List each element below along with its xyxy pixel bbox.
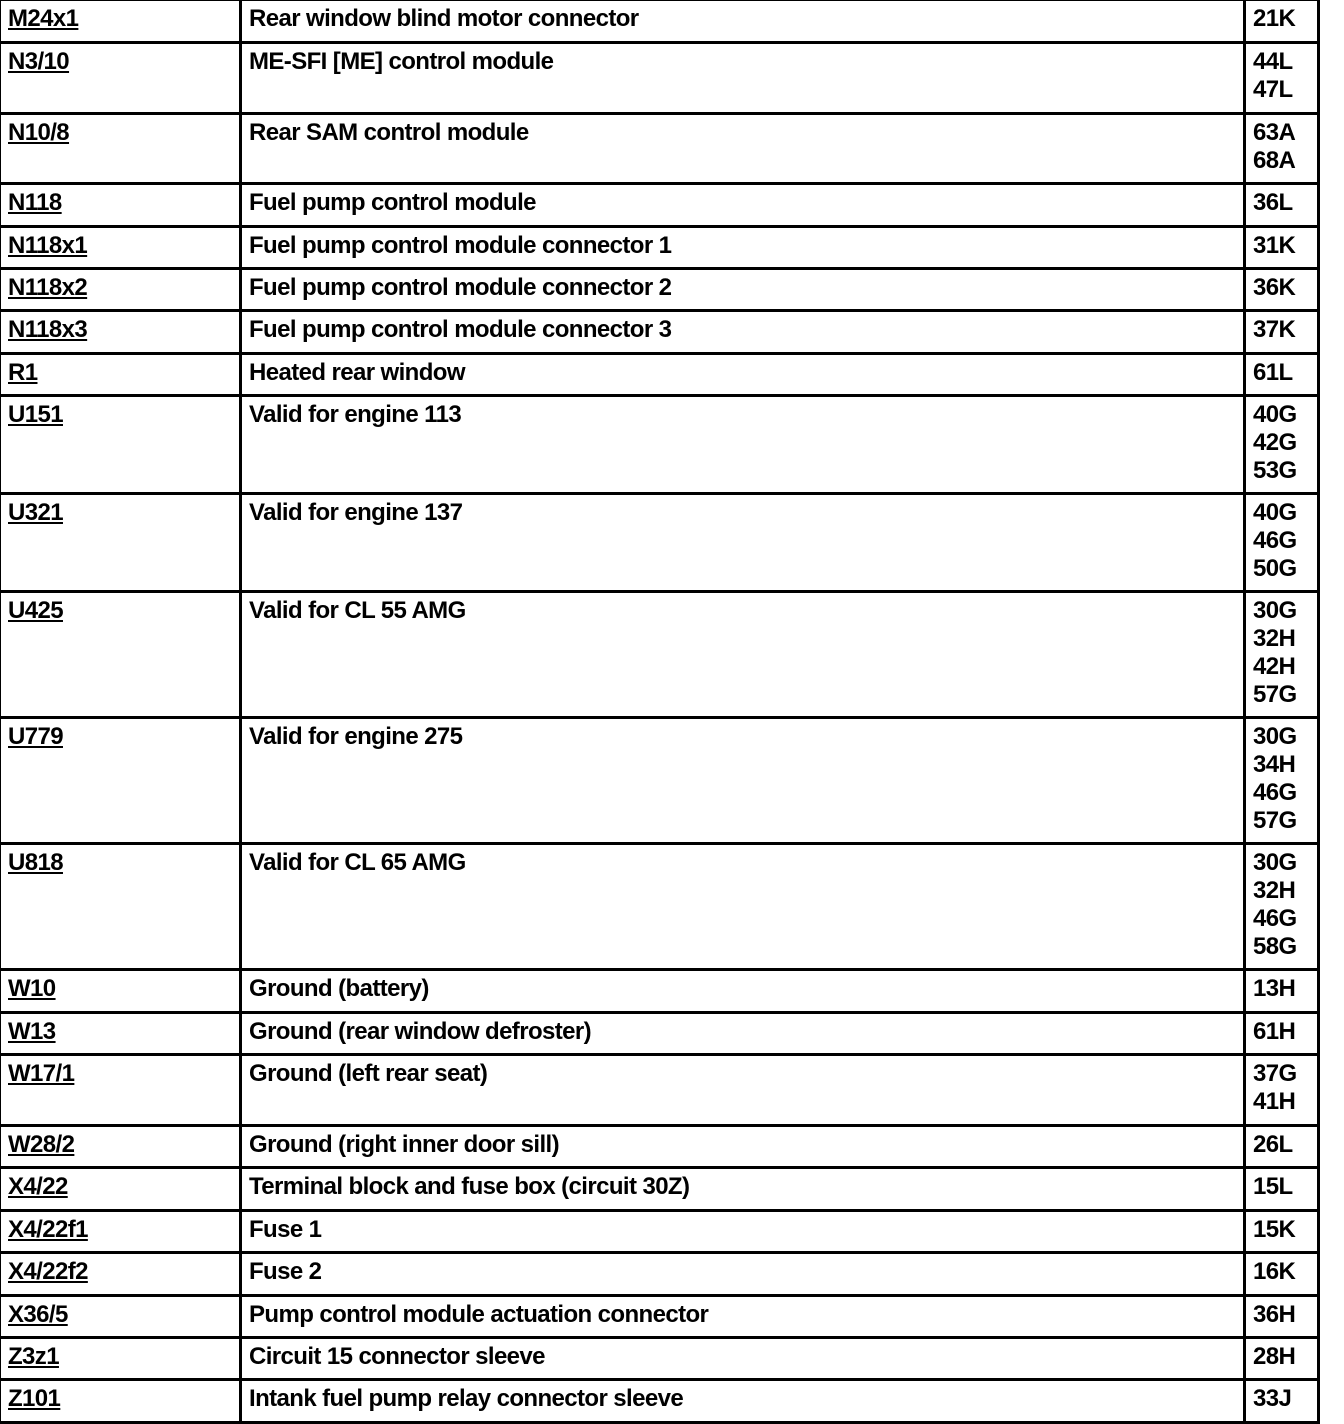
grid-location-cell	[1245, 1013, 1319, 1055]
grid-location: 37K	[1253, 316, 1296, 343]
grid-location: 15K	[1253, 1216, 1296, 1243]
component-description: Valid for CL 65 AMG	[241, 844, 1245, 970]
component-description: Ground (left rear seat)	[241, 1055, 1245, 1126]
table-row	[1, 114, 1319, 184]
component-code-link[interactable]: Z3z1	[8, 1343, 59, 1370]
table-row	[1, 970, 1319, 1013]
grid-location: 46G	[1253, 527, 1297, 554]
grid-location: 31K	[1253, 232, 1296, 259]
component-description: Ground (right inner door sill)	[241, 1126, 1245, 1168]
component-description: Valid for engine 113	[241, 396, 1245, 494]
component-description: Circuit 15 connector sleeve	[241, 1338, 1245, 1380]
grid-location-cell	[1245, 1338, 1319, 1380]
component-code-link[interactable]: R1	[8, 359, 38, 386]
component-code-link[interactable]: N118	[8, 189, 62, 216]
grid-location-cell	[1245, 592, 1319, 718]
component-code-link[interactable]: W13	[8, 1018, 56, 1045]
grid-location: 36L	[1253, 189, 1293, 216]
component-description: Rear window blind motor connector	[241, 1, 1245, 43]
grid-location: 63A	[1253, 119, 1296, 146]
table-row	[1, 1055, 1319, 1126]
grid-location: 34H	[1253, 751, 1296, 778]
component-code-link[interactable]: U818	[8, 849, 63, 876]
component-code-link[interactable]: W10	[8, 975, 56, 1002]
grid-location-cell	[1245, 227, 1319, 269]
component-description: Intank fuel pump relay connector sleeve	[241, 1380, 1245, 1423]
table-row	[1, 43, 1319, 114]
grid-location: 30G	[1253, 849, 1297, 876]
component-description: Fuel pump control module connector 3	[241, 311, 1245, 354]
grid-location: 21K	[1253, 5, 1296, 32]
component-code-cell	[1, 396, 241, 494]
table-row	[1, 1380, 1319, 1423]
grid-location-cell	[1245, 1253, 1319, 1296]
component-code-link[interactable]: X36/5	[8, 1301, 68, 1328]
grid-location-cell	[1245, 43, 1319, 114]
component-description: ME-SFI [ME] control module	[241, 43, 1245, 114]
grid-location-cell	[1245, 311, 1319, 354]
grid-location: 36H	[1253, 1301, 1296, 1328]
component-description: Terminal block and fuse box (circuit 30Z)	[241, 1168, 1245, 1211]
grid-location-cell	[1245, 354, 1319, 396]
grid-location: 42H	[1253, 653, 1296, 680]
component-code-cell	[1, 1296, 241, 1338]
component-code-link[interactable]: U779	[8, 723, 63, 750]
component-code-cell	[1, 43, 241, 114]
component-code-cell	[1, 184, 241, 227]
component-description: Ground (rear window defroster)	[241, 1013, 1245, 1055]
component-code-link[interactable]: U321	[8, 499, 63, 526]
grid-location: 32H	[1253, 625, 1296, 652]
grid-location: 40G	[1253, 499, 1297, 526]
component-code-link[interactable]: M24x1	[8, 5, 79, 32]
component-code-link[interactable]: X4/22	[8, 1173, 68, 1200]
component-code-link[interactable]: Z101	[8, 1385, 61, 1412]
grid-location: 46G	[1253, 905, 1297, 932]
grid-location-cell	[1245, 844, 1319, 970]
grid-location: 15L	[1253, 1173, 1293, 1200]
component-description: Valid for CL 55 AMG	[241, 592, 1245, 718]
grid-location: 42G	[1253, 429, 1297, 456]
grid-location: 57G	[1253, 807, 1297, 834]
component-code-cell	[1, 311, 241, 354]
grid-location: 40G	[1253, 401, 1297, 428]
component-code-link[interactable]: W28/2	[8, 1131, 75, 1158]
grid-location: 16K	[1253, 1258, 1296, 1285]
component-description: Fuel pump control module connector 2	[241, 269, 1245, 311]
component-code-link[interactable]: N3/10	[8, 48, 70, 75]
component-code-cell	[1, 1168, 241, 1211]
component-code-link[interactable]: W17/1	[8, 1060, 75, 1087]
component-code-link[interactable]: N10/8	[8, 119, 70, 146]
component-code-cell	[1, 1380, 241, 1423]
grid-location: 13H	[1253, 975, 1296, 1002]
table-row	[1, 592, 1319, 718]
table-row	[1, 1168, 1319, 1211]
grid-location: 58G	[1253, 933, 1297, 960]
component-code-link[interactable]: N118x3	[8, 316, 88, 343]
component-code-cell	[1, 269, 241, 311]
grid-location-cell	[1245, 184, 1319, 227]
component-description: Heated rear window	[241, 354, 1245, 396]
component-code-cell	[1, 494, 241, 592]
table-row	[1, 184, 1319, 227]
grid-location-cell	[1245, 1211, 1319, 1253]
grid-location: 32H	[1253, 877, 1296, 904]
component-code-link[interactable]: X4/22f1	[8, 1216, 88, 1243]
table-row	[1, 1126, 1319, 1168]
grid-location: 28H	[1253, 1343, 1296, 1370]
table-row	[1, 1, 1319, 43]
component-code-link[interactable]: N118x1	[8, 232, 88, 259]
component-description: Valid for engine 137	[241, 494, 1245, 592]
component-description: Fuel pump control module connector 1	[241, 227, 1245, 269]
grid-location: 61H	[1253, 1018, 1296, 1045]
grid-location-cell	[1245, 1168, 1319, 1211]
grid-location-cell	[1245, 1126, 1319, 1168]
component-code-cell	[1, 354, 241, 396]
component-description: Valid for engine 275	[241, 718, 1245, 844]
grid-location-cell	[1245, 1055, 1319, 1126]
grid-location: 30G	[1253, 723, 1297, 750]
grid-location-cell	[1245, 1, 1319, 43]
grid-location-cell	[1245, 718, 1319, 844]
table-row	[1, 1211, 1319, 1253]
grid-location: 26L	[1253, 1131, 1293, 1158]
component-code-cell	[1, 1338, 241, 1380]
grid-location-cell	[1245, 396, 1319, 494]
table-row	[1, 494, 1319, 592]
component-code-cell	[1, 1253, 241, 1296]
grid-location-cell	[1245, 114, 1319, 184]
grid-location: 46G	[1253, 779, 1297, 806]
grid-location: 30G	[1253, 597, 1297, 624]
table-row	[1, 396, 1319, 494]
component-description: Fuel pump control module	[241, 184, 1245, 227]
component-code-link[interactable]: U425	[8, 597, 63, 624]
component-code-link[interactable]: X4/22f2	[8, 1258, 88, 1285]
table-row	[1, 227, 1319, 269]
component-description: Fuse 2	[241, 1253, 1245, 1296]
grid-location: 47L	[1253, 76, 1293, 103]
component-code-cell	[1, 1126, 241, 1168]
grid-location: 50G	[1253, 555, 1297, 582]
component-code-cell	[1, 970, 241, 1013]
table-row	[1, 354, 1319, 396]
table-row	[1, 269, 1319, 311]
table-row	[1, 1338, 1319, 1380]
component-code-link[interactable]: U151	[8, 401, 63, 428]
grid-location-cell	[1245, 1296, 1319, 1338]
grid-location: 33J	[1253, 1385, 1292, 1412]
table-row	[1, 1253, 1319, 1296]
grid-location: 57G	[1253, 681, 1297, 708]
component-code-cell	[1, 114, 241, 184]
component-code-cell	[1, 227, 241, 269]
grid-location: 53G	[1253, 457, 1297, 484]
table-row	[1, 311, 1319, 354]
component-code-link[interactable]: N118x2	[8, 274, 88, 301]
table-row	[1, 1013, 1319, 1055]
table-row	[1, 844, 1319, 970]
grid-location-cell	[1245, 970, 1319, 1013]
grid-location-cell	[1245, 1380, 1319, 1423]
grid-location: 41H	[1253, 1088, 1296, 1115]
grid-location-cell	[1245, 269, 1319, 311]
component-code-cell	[1, 1211, 241, 1253]
grid-location: 44L	[1253, 48, 1293, 75]
component-description: Rear SAM control module	[241, 114, 1245, 184]
component-description: Ground (battery)	[241, 970, 1245, 1013]
grid-location: 37G	[1253, 1060, 1297, 1087]
grid-location-cell	[1245, 494, 1319, 592]
component-code-cell	[1, 718, 241, 844]
component-code-cell	[1, 1013, 241, 1055]
component-code-cell	[1, 1055, 241, 1126]
grid-location: 61L	[1253, 359, 1293, 386]
component-description: Fuse 1	[241, 1211, 1245, 1253]
table-row	[1, 1296, 1319, 1338]
table-row	[1, 718, 1319, 844]
grid-location: 68A	[1253, 147, 1296, 174]
grid-location: 36K	[1253, 274, 1296, 301]
component-code-cell	[1, 592, 241, 718]
component-code-cell	[1, 1, 241, 43]
component-description: Pump control module actuation connector	[241, 1296, 1245, 1338]
component-code-cell	[1, 844, 241, 970]
table-body	[1, 1, 1319, 1423]
